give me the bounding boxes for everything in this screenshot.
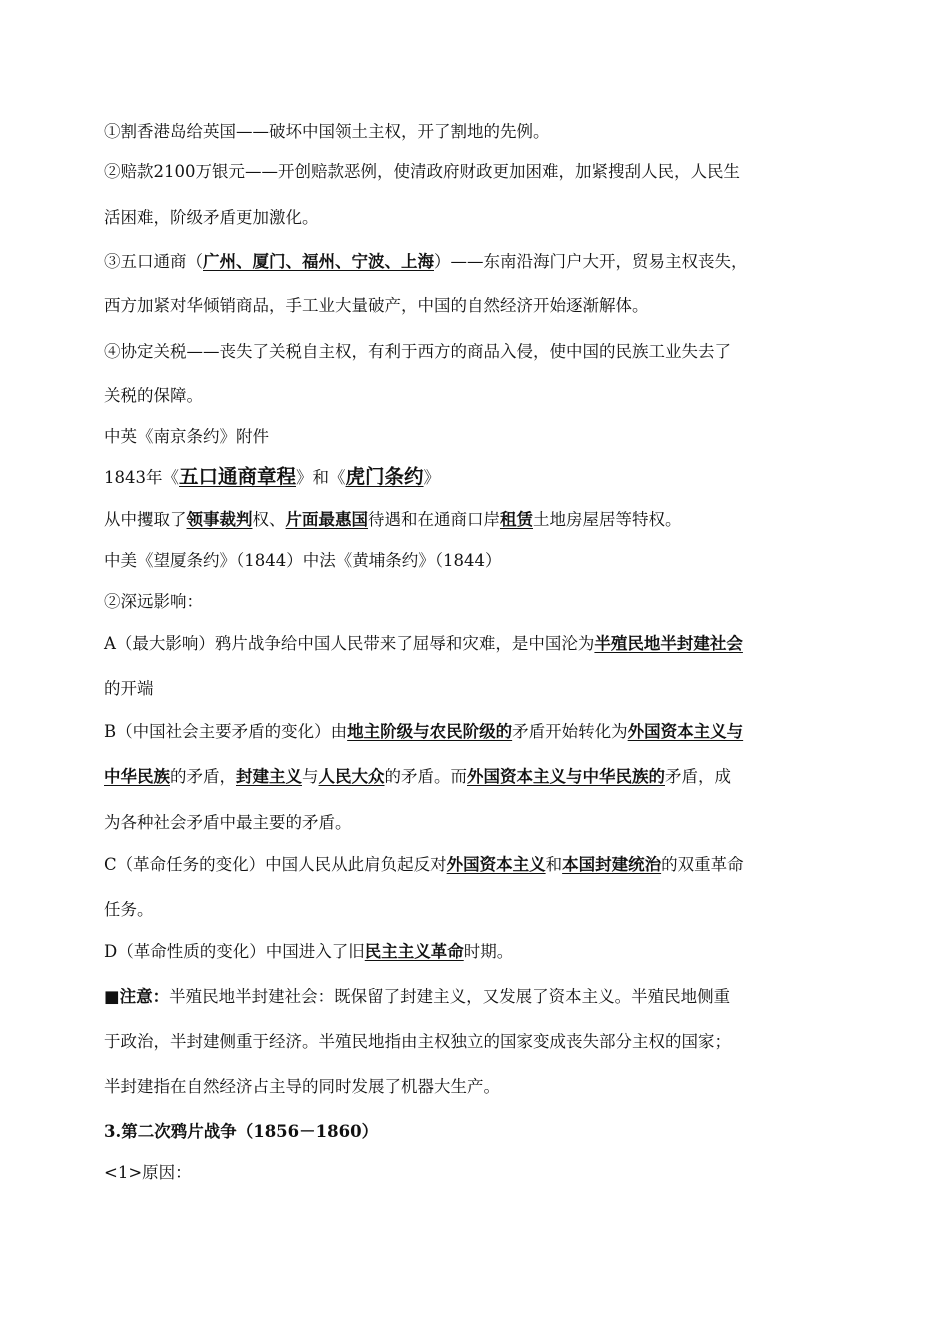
treaty-clause-indemnity-cont: 活困难，阶级矛盾更加激化。: [104, 208, 319, 227]
impact-c: C（革命任务的变化）中国人民从此肩负起反对外国资本主义和本国封建统治的双重革命: [104, 855, 744, 874]
humen-treaty: 虎门条约: [345, 465, 424, 488]
privileges-line: 从中攫取了领事裁判权、片面最惠国待遇和在通商口岸租赁土地房屋居等特权。: [104, 510, 682, 529]
foreign-capitalism-task: 外国资本主义: [446, 855, 546, 874]
treaty-clause-hongkong: ①割香港岛给英国——破坏中国领土主权，开了割地的先例。: [104, 122, 550, 141]
impact-a: A（最大影响）鸦片战争给中国人民带来了屈辱和灾难，是中国沦为半殖民地半封建社会: [104, 634, 743, 653]
impact-a-cont: 的开端: [104, 679, 154, 698]
main-contradiction-term: 外国资本主义与中华民族的: [467, 767, 665, 786]
treaty-clause-tariff: ④协定关税——丧失了关税自主权，有利于西方的商品入侵，使中国的民族工业失去了: [104, 342, 731, 361]
note-paragraph-cont: 于政治，半封建侧重于经济。半殖民地指由主权独立的国家变成丧失部分主权的国家；: [104, 1032, 731, 1051]
treaty-clause-indemnity: ②赔款2100万银元——开创赔款恶例，使清政府财政更加困难，加紧搜刮人民，人民生: [104, 162, 740, 181]
impact-c-cont: 任务。: [104, 900, 154, 919]
treaty-clause-tariff-cont: 关税的保障。: [104, 386, 203, 405]
treaty-clause-five-ports-cont: 西方加紧对华倾销商品，手工业大量破产，中国的自然经济开始逐渐解体。: [104, 296, 649, 315]
consular-jurisdiction: 领事裁判: [186, 510, 253, 529]
note-paragraph-cont-2: 半封建指在自然经济占主导的同时发展了机器大生产。: [104, 1077, 500, 1096]
masses-term: 人民大众: [318, 767, 385, 786]
impact-b-cont-2: 为各种社会矛盾中最主要的矛盾。: [104, 813, 352, 832]
note-paragraph: ■注意：半殖民地半封建社会：既保留了封建主义，又发展了资本主义。半殖民地侧重: [104, 987, 731, 1006]
old-democratic-revolution: 民主主义革命: [364, 942, 464, 961]
nanjing-treaty-annex-heading: 中英《南京条约》附件: [104, 427, 269, 446]
most-favored-nation: 片面最惠国: [285, 510, 368, 529]
impact-d: D（革命性质的变化）中国进入了旧民主主义革命时期。: [104, 942, 514, 961]
impact-b: B（中国社会主要矛盾的变化）由地主阶级与农民阶级的矛盾开始转化为外国资本主义与: [104, 722, 744, 741]
feudalism-term: 封建主义: [236, 767, 302, 786]
five-ports-regulations: 五口通商章程: [179, 465, 297, 488]
note-label: ■注意：: [104, 987, 170, 1006]
lease-right: 租赁: [500, 510, 533, 529]
domestic-feudal-rule-task: 本国封建统治: [562, 855, 662, 874]
far-reaching-impact-heading: ②深远影响：: [104, 592, 203, 611]
semi-colonial-semi-feudal: 半殖民地半封建社会: [594, 634, 743, 653]
five-ports-list: 广州、厦门、福州、宁波、上海: [203, 252, 434, 271]
section-heading-second-opium-war: 3.第二次鸦片战争（1856－1860）: [104, 1122, 379, 1141]
causes-heading: <1>原因：: [104, 1163, 192, 1182]
landlord-peasant-contradiction: 地主阶级与农民阶级的: [347, 722, 513, 741]
us-france-treaties-line: 中美《望厦条约》（1844）中法《黄埔条约》（1844）: [104, 551, 502, 570]
impact-b-cont: 中华民族的矛盾，封建主义与人民大众的矛盾。而外国资本主义与中华民族的矛盾，成: [104, 767, 731, 786]
annex-treaties-line: 1843年《五口通商章程》和《虎门条约》: [104, 465, 441, 488]
foreign-capitalism-term: 外国资本主义与: [627, 722, 744, 741]
treaty-clause-five-ports: ③五口通商（广州、厦门、福州、宁波、上海）——东南沿海门户大开，贸易主权丧失，: [104, 252, 748, 271]
